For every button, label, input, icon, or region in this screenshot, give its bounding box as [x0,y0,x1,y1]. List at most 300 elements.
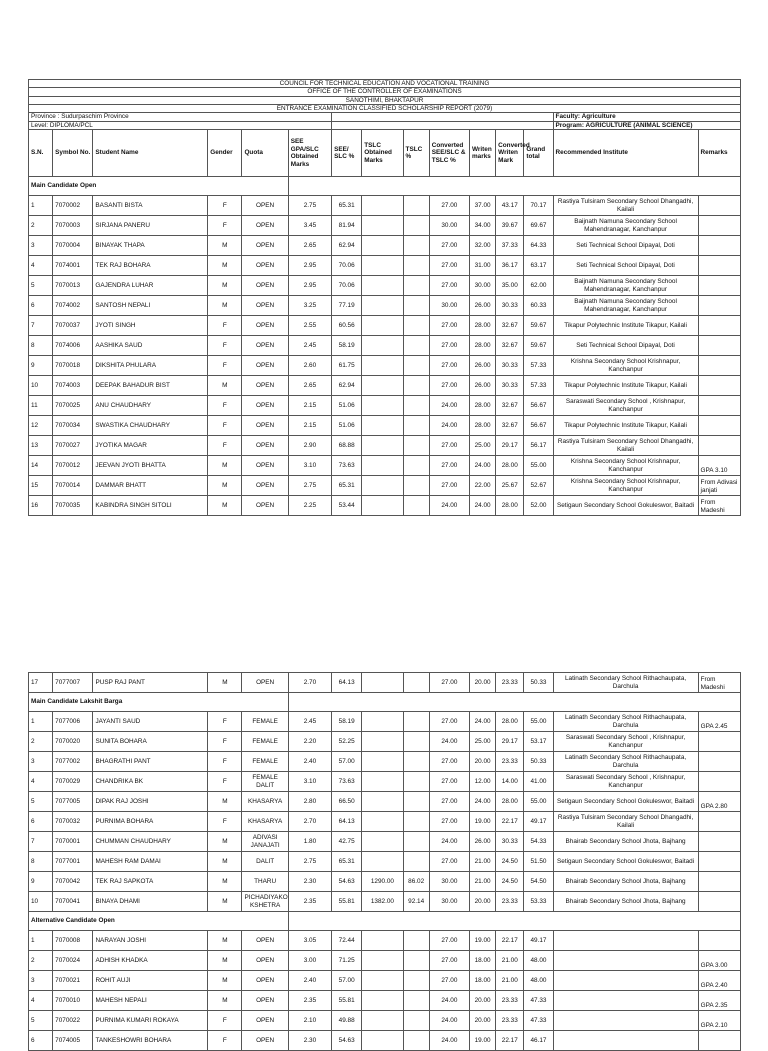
section-main-open: Main Candidate Open [29,177,289,196]
cell-converted: 30.00 [429,872,469,892]
cell-see-marks: 2.35 [288,892,331,912]
cell-grand-total: 48.00 [524,971,553,991]
cell-remarks: GPA 3.10 [698,456,740,476]
table-row [29,436,741,456]
cell-institute: Bhairab Secondary School Jhota, Bajhang [553,892,698,912]
cell-written: 37.00 [469,196,495,216]
cell-tslc-pct: 92.14 [403,892,429,912]
cell-see-marks: 3.05 [288,931,331,951]
cell-sn: 13 [29,436,53,456]
cell-sn: 14 [29,456,53,476]
cell-grand-total: 64.33 [524,236,553,256]
col-see-marks: SEE GPA/SLC Obtained Marks [288,130,331,177]
cell-sn: 17 [29,673,53,693]
cell-tslc-marks [362,476,403,496]
cell-institute [553,1031,698,1051]
cell-institute: Tikapur Polytechnic Institute Tikapur, Kailali [553,416,698,436]
cell-see-pct: 57.00 [332,971,362,991]
cell-sn: 6 [29,812,53,832]
cell-quota: OPEN [242,496,288,516]
cell-gender: F [208,396,242,416]
table-row [29,971,741,991]
cell-sn: 1 [29,196,53,216]
cell-tslc-marks [362,752,403,772]
cell-sn: 2 [29,951,53,971]
cell-converted-written: 24.50 [496,872,524,892]
cell-symbol: 7074006 [53,336,93,356]
cell-student-name: CHANDRIKA BK [93,772,208,792]
cell-grand-total: 50.33 [524,673,553,693]
cell-symbol: 7074001 [53,256,93,276]
cell-see-marks: 3.10 [288,772,331,792]
cell-quota: OPEN [242,396,288,416]
cell-remarks [698,396,740,416]
cell-converted-written: 32.67 [496,416,524,436]
cell-sn: 7 [29,316,53,336]
cell-quota: OPEN [242,456,288,476]
cell-written: 21.00 [470,852,496,872]
cell-student-name: JAYANTI SAUD [93,712,208,732]
cell-sn: 2 [29,732,53,752]
cell-converted-written: 23.33 [496,991,524,1011]
cell-written: 31.00 [469,256,495,276]
cell-quota: FEMALE DALIT [242,772,288,792]
cell-symbol: 7070025 [53,396,93,416]
cell-institute: Rastiya Tulsiram Secondary School Dhangadhi, Kailali [553,436,698,456]
cell-remarks [698,436,740,456]
cell-tslc-marks [362,991,403,1011]
cell-symbol: 7070041 [53,892,93,912]
cell-student-name: GAJENDRA LUHAR [93,276,208,296]
cell-converted: 24.00 [429,1031,469,1051]
cell-see-pct: 68.88 [332,436,362,456]
cell-symbol: 7070022 [53,1011,93,1031]
cell-converted-written: 28.00 [496,712,524,732]
cell-remarks [698,931,740,951]
table-row [29,196,741,216]
table-row [29,396,741,416]
cell-student-name: SWASTIKA CHAUDHARY [93,416,208,436]
col-tslc-marks: TSLC Obtained Marks [362,130,403,177]
cell-see-pct: 62.94 [332,236,362,256]
cell-converted-written: 29.17 [496,436,524,456]
cell-student-name: JYOTIKA MAGAR [93,436,208,456]
cell-student-name: BHAGRATHI PANT [93,752,208,772]
cell-written: 18.00 [470,971,496,991]
cell-see-marks: 2.30 [288,872,331,892]
table-row [29,416,741,436]
cell-tslc-pct [403,852,429,872]
cell-tslc-pct [403,416,429,436]
col-converted-written: Converted Writen Mark [496,130,524,177]
cell-see-marks: 1.80 [288,832,331,852]
cell-student-name: CHUMMAN CHAUDHARY [93,832,208,852]
cell-see-marks: 2.10 [288,1011,331,1031]
cell-tslc-pct [403,991,429,1011]
cell-converted: 27.00 [429,376,469,396]
cell-sn: 3 [29,752,53,772]
cell-written: 24.00 [470,712,496,732]
cell-see-marks: 2.25 [288,496,331,516]
cell-remarks: GPA 2.80 [698,792,740,812]
cell-quota: OPEN [242,951,288,971]
cell-tslc-pct [403,712,429,732]
cell-sn: 9 [29,356,53,376]
cell-written: 28.00 [469,396,495,416]
cell-see-marks: 2.40 [288,752,331,772]
cell-remarks: GPA 2.45 [698,712,740,732]
col-tslc-pct: TSLC % [403,130,429,177]
cell-tslc-marks [362,812,403,832]
cell-gender: M [208,892,242,912]
cell-student-name: BASANTI BISTA [93,196,208,216]
cell-tslc-marks [362,732,403,752]
cell-student-name: TEK RAJ SAPKOTA [93,872,208,892]
cell-converted: 27.00 [429,316,469,336]
cell-institute: Latinath Secondary School Rithachaupata, Darchula [553,752,698,772]
cell-gender: M [208,296,242,316]
cell-sn: 3 [29,971,53,991]
cell-see-pct: 55.81 [332,892,362,912]
table-row [29,476,741,496]
cell-written: 25.00 [470,732,496,752]
cell-institute [553,951,698,971]
cell-sn: 1 [29,931,53,951]
cell-quota: OPEN [242,436,288,456]
cell-remarks: GPA 3.00 [698,951,740,971]
cell-tslc-marks [362,216,403,236]
cell-converted: 30.00 [429,296,469,316]
level-label: Level: DIPLOMA/PCL [29,121,332,129]
cell-grand-total: 54.33 [524,832,553,852]
table-row [29,356,741,376]
cell-written: 24.00 [470,792,496,812]
cell-institute: Bhairab Secondary School Jhota, Bajhang [553,832,698,852]
cell-see-pct: 73.63 [332,456,362,476]
table-row [29,456,741,476]
cell-institute [553,931,698,951]
cell-converted: 30.00 [429,892,469,912]
cell-grand-total: 69.67 [524,216,553,236]
cell-see-marks: 2.35 [288,991,331,1011]
cell-tslc-pct [403,772,429,792]
cell-sn: 8 [29,336,53,356]
table-row [29,712,741,732]
header-address: SANOTHIMI, BHAKTAPUR [29,96,741,104]
table-row [29,812,741,832]
cell-quota: THARU [242,872,288,892]
cell-symbol: 7070010 [53,991,93,1011]
cell-see-marks: 3.00 [288,951,331,971]
cell-remarks [698,752,740,772]
cell-remarks [698,216,740,236]
cell-student-name: BINAYAK THAPA [93,236,208,256]
cell-remarks [698,832,740,852]
cell-see-marks: 2.75 [288,852,331,872]
cell-tslc-pct [403,496,429,516]
cell-symbol: 7077007 [53,673,93,693]
cell-converted: 27.00 [429,852,469,872]
cell-remarks [698,892,740,912]
table-row [29,376,741,396]
cell-converted-written: 30.33 [496,376,524,396]
cell-institute: Setigaun Secondary School Gokuleswor, Baitadi [553,496,698,516]
cell-student-name: NARAYAN JOSHI [93,931,208,951]
cell-converted-written: 37.33 [496,236,524,256]
cell-grand-total: 49.17 [524,931,553,951]
table-row [29,496,741,516]
cell-converted-written: 21.00 [496,971,524,991]
cell-gender: F [208,216,242,236]
cell-grand-total: 56.67 [524,396,553,416]
cell-see-marks: 2.65 [288,376,331,396]
cell-grand-total: 62.00 [524,276,553,296]
cell-see-pct: 58.19 [332,712,362,732]
cell-grand-total: 52.00 [524,496,553,516]
cell-see-pct: 64.13 [332,673,362,693]
cell-quota: OPEN [242,216,288,236]
cell-written: 20.00 [470,991,496,1011]
cell-gender: F [208,1011,242,1031]
cell-student-name: TANKESHOWRI BOHARA [93,1031,208,1051]
cell-symbol: 7077002 [53,752,93,772]
cell-student-name: PURNIMA KUMARI ROKAYA [93,1011,208,1031]
cell-tslc-pct [403,971,429,991]
table-row [29,832,741,852]
table-row [29,236,741,256]
cell-remarks [698,256,740,276]
cell-converted-written: 36.17 [496,256,524,276]
cell-tslc-marks [362,1031,403,1051]
cell-tslc-pct [403,792,429,812]
cell-remarks [698,852,740,872]
cell-remarks: GPA 2.40 [698,971,740,991]
cell-sn: 8 [29,852,53,872]
cell-student-name: JYOTI SINGH [93,316,208,336]
cell-institute: Krishna Secondary School Krishnapur, Kanchanpur [553,456,698,476]
cell-tslc-pct [403,376,429,396]
cell-remarks: From Adivasi janjati [698,476,740,496]
cell-student-name: JEEVAN JYOTI BHATTA [93,456,208,476]
cell-converted: 24.00 [429,416,469,436]
cell-gender: M [208,931,242,951]
cell-see-marks: 2.75 [288,196,331,216]
column-header-row [29,130,741,177]
cell-quota: OPEN [242,931,288,951]
cell-written: 28.00 [469,336,495,356]
cell-written: 26.00 [469,356,495,376]
cell-sn: 2 [29,216,53,236]
cell-sn: 16 [29,496,53,516]
cell-quota: KHASARYA [242,812,288,832]
cell-student-name: MAHESH NEPALI [93,991,208,1011]
cell-see-pct: 61.75 [332,356,362,376]
cell-gender: F [208,1031,242,1051]
cell-sn: 1 [29,712,53,732]
cell-see-pct: 51.06 [332,396,362,416]
cell-tslc-marks [362,712,403,732]
cell-remarks [698,1031,740,1051]
cell-gender: M [208,496,242,516]
cell-tslc-marks [362,336,403,356]
cell-converted-written: 28.00 [496,496,524,516]
cell-student-name: PUSP RAJ PANT [93,673,208,693]
cell-sn: 12 [29,416,53,436]
cell-institute: Rastiya Tulsiram Secondary School Dhangadhi, Kailali [553,812,698,832]
cell-symbol: 7070008 [53,931,93,951]
cell-tslc-pct [403,436,429,456]
cell-written: 19.00 [470,931,496,951]
cell-student-name: SANTOSH NEPALI [93,296,208,316]
cell-sn: 10 [29,892,53,912]
cell-symbol: 7070003 [53,216,93,236]
cell-symbol: 7074005 [53,1031,93,1051]
cell-converted: 27.00 [429,931,469,951]
cell-written: 19.00 [470,1031,496,1051]
cell-institute: Tikapur Polytechnic Institute Tikapur, Kailali [553,376,698,396]
cell-gender: F [208,416,242,436]
cell-institute [553,1011,698,1031]
cell-institute: Latinath Secondary School Rithachaupata, Darchula [553,673,698,693]
cell-student-name: SUNITA BOHARA [93,732,208,752]
cell-tslc-pct [403,396,429,416]
cell-symbol: 7070002 [53,196,93,216]
col-converted: Converted SEE/SLC & TSLC % [429,130,469,177]
table-row [29,316,741,336]
cell-converted-written: 43.17 [496,196,524,216]
cell-see-marks: 3.45 [288,216,331,236]
cell-written: 28.00 [469,316,495,336]
cell-institute: Setigaun Secondary School Gokuleswor, Baitadi [553,852,698,872]
cell-sn: 6 [29,296,53,316]
col-remarks: Remarks [698,130,740,177]
cell-institute: Seti Technical School Dipayal, Doti [553,236,698,256]
cell-tslc-marks [362,356,403,376]
cell-grand-total: 48.00 [524,951,553,971]
cell-symbol: 7070001 [53,832,93,852]
cell-converted: 27.00 [429,336,469,356]
cell-see-marks: 2.45 [288,336,331,356]
cell-tslc-pct [403,356,429,376]
cell-converted-written: 25.67 [496,476,524,496]
cell-tslc-marks [362,852,403,872]
cell-institute: Baijnath Namuna Secondary School Mahendranagar, Kanchanpur [553,216,698,236]
cell-tslc-pct [403,316,429,336]
header-office: OFFICE OF THE CONTROLLER OF EXAMINATIONS [29,88,741,96]
cell-grand-total: 47.33 [524,1011,553,1031]
cell-symbol: 7070029 [53,772,93,792]
cell-see-pct: 65.31 [332,852,362,872]
report-title: ENTRANCE EXAMINATION CLASSIFIED SCHOLARSHIP REPORT (2079) [29,105,741,113]
cell-tslc-marks [362,236,403,256]
cell-written: 25.00 [469,436,495,456]
cell-see-marks: 2.90 [288,436,331,456]
cell-student-name: TEK RAJ BOHARA [93,256,208,276]
cell-student-name: KABINDRA SINGH SITOLI [93,496,208,516]
col-quota: Quota [242,130,288,177]
cell-converted: 27.00 [429,772,469,792]
cell-gender: M [208,376,242,396]
cell-symbol: 7070035 [53,496,93,516]
cell-symbol: 7074003 [53,376,93,396]
cell-grand-total: 70.17 [524,196,553,216]
cell-quota: OPEN [242,276,288,296]
cell-quota: PICHADIYAKO KSHETRA [242,892,288,912]
cell-tslc-pct [403,476,429,496]
cell-grand-total: 56.17 [524,436,553,456]
cell-see-pct: 55.81 [332,991,362,1011]
cell-symbol: 7070020 [53,732,93,752]
cell-converted: 27.00 [429,256,469,276]
cell-see-marks: 2.65 [288,236,331,256]
cell-quota: OPEN [242,316,288,336]
cell-converted: 24.00 [429,832,469,852]
cell-converted-written: 32.67 [496,336,524,356]
cell-student-name: DIPAK RAJ JOSHI [93,792,208,812]
cell-see-marks: 2.70 [288,812,331,832]
cell-sn: 4 [29,991,53,1011]
cell-institute: Krishna Secondary School Krishnapur, Kanchanpur [553,356,698,376]
table-row [29,296,741,316]
cell-symbol: 7070032 [53,812,93,832]
cell-see-pct: 51.06 [332,416,362,436]
cell-symbol: 7070042 [53,872,93,892]
cell-student-name: PURNIMA BOHARA [93,812,208,832]
cell-tslc-marks [362,296,403,316]
cell-written: 26.00 [469,296,495,316]
table-row [29,276,741,296]
cell-written: 24.00 [469,496,495,516]
cell-tslc-pct [403,732,429,752]
cell-symbol: 7070034 [53,416,93,436]
cell-see-marks: 2.40 [288,971,331,991]
cell-see-pct: 71.25 [332,951,362,971]
cell-converted-written: 29.17 [496,732,524,752]
cell-see-marks: 2.55 [288,316,331,336]
cell-written: 26.00 [469,376,495,396]
cell-remarks [698,772,740,792]
cell-gender: F [208,196,242,216]
cell-written: 22.00 [469,476,495,496]
cell-grand-total: 56.67 [524,416,553,436]
cell-converted-written: 39.67 [496,216,524,236]
cell-grand-total: 57.33 [524,376,553,396]
cell-quota: OPEN [242,256,288,276]
cell-institute: Seti Technical School Dipayal, Doti [553,336,698,356]
table-row [29,931,741,951]
cell-tslc-marks [362,276,403,296]
cell-see-pct: 72.44 [332,931,362,951]
cell-quota: OPEN [242,376,288,396]
cell-written: 20.00 [470,892,496,912]
cell-student-name: ADHISH KHADKA [93,951,208,971]
cell-converted: 27.00 [429,951,469,971]
cell-sn: 6 [29,1031,53,1051]
cell-see-pct: 60.56 [332,316,362,336]
table-row [29,852,741,872]
cell-symbol: 7077006 [53,712,93,732]
cell-converted-written: 23.33 [496,752,524,772]
cell-quota: KHASARYA [242,792,288,812]
cell-tslc-marks [362,376,403,396]
cell-gender: F [208,356,242,376]
cell-symbol: 7070018 [53,356,93,376]
cell-see-marks: 2.80 [288,792,331,812]
cell-see-pct: 70.06 [332,276,362,296]
cell-converted-written: 32.67 [496,316,524,336]
cell-see-marks: 2.95 [288,276,331,296]
cell-remarks [698,276,740,296]
